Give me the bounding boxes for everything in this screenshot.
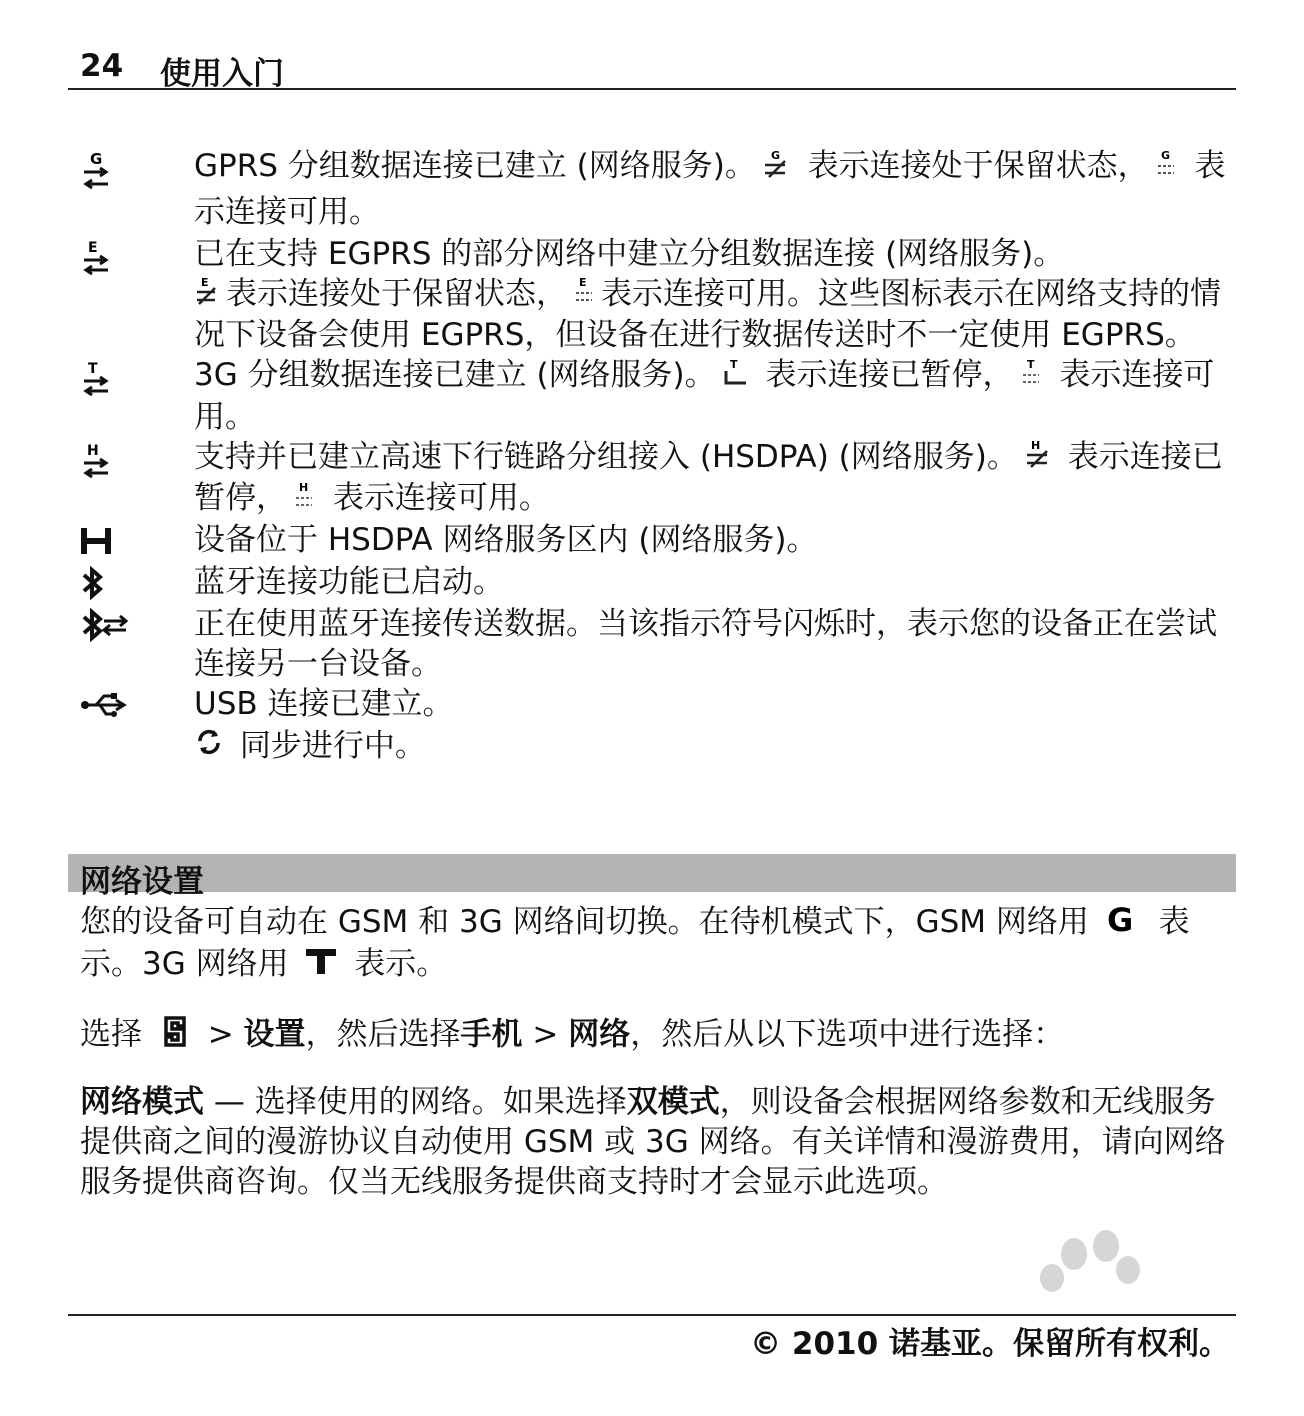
entry-text: GPRS 分组数据连接已建立 (网络服务)。 [194, 148, 756, 184]
svg-text:T: T [1026, 357, 1035, 371]
entry-text-2: 表示连接处于保留状态， [226, 275, 567, 312]
svg-text:H: H [1030, 439, 1041, 452]
paragraph-text: ，然后从以下选项中进行选择： [630, 1016, 1065, 1053]
section-title: 网络设置 [80, 864, 204, 900]
3g-suspended-icon [722, 357, 750, 397]
svg-text:T: T [88, 361, 98, 377]
gprs-hold-icon [762, 146, 792, 190]
hsdpa-available-icon [293, 480, 317, 520]
menu-network: 网络 [568, 1016, 631, 1053]
list-item [80, 437, 1230, 520]
egprs-hold-icon [194, 275, 220, 315]
list-item [80, 520, 1230, 562]
section-header [68, 854, 1236, 900]
list-item [80, 355, 1230, 437]
entry-text: 同步进行中。 [230, 727, 426, 764]
list-item [80, 234, 1230, 356]
option-term: 网络模式 [80, 1084, 204, 1120]
paragraph-text: — 选择使用的网络。如果选择 [204, 1084, 627, 1120]
list-item [80, 562, 1230, 604]
paragraph-text: 表示。 [344, 945, 448, 982]
paragraph-network-mode [80, 1082, 1230, 1202]
paragraph-text: 您的设备可自动在 GSM 和 3G 网络间切换。在待机模式下，GSM 网络用 [80, 904, 1099, 940]
svg-text:E: E [579, 276, 587, 289]
bluetooth-icon [80, 562, 194, 604]
list-item [80, 726, 1230, 768]
svg-text:H: H [87, 442, 99, 459]
entry-text: 3G 分组数据连接已建立 (网络服务)。 [194, 357, 716, 393]
footer-divider [68, 1314, 1236, 1316]
menu-key-icon [158, 1012, 192, 1060]
page-header [68, 46, 1236, 90]
paragraph-select-path [80, 1012, 1230, 1060]
indicator-list [80, 144, 1230, 767]
menu-settings: 设置 [243, 1016, 306, 1053]
entry-text-3: 表示连接可用。 [323, 480, 550, 516]
entry-text: USB 连接已建立。 [194, 685, 454, 722]
entry-text-3: 表示连接可用。 [194, 357, 1215, 435]
hsdpa-suspended-icon [1024, 438, 1052, 478]
svg-text:H: H [299, 480, 309, 494]
svg-text:G: G [90, 150, 103, 168]
svg-text:T: T [729, 357, 738, 371]
paragraph-text: ，则设备会根据网络参数和无线服务提供商之间的漫游协议自动使用 GSM 或 3G 网络。有关详情和漫游费用，请向网络服务提供商咨询。仅当无线服务提供商支持时才会显示此选项。 [80, 1084, 1226, 1200]
chapter-title: 使用入门 [160, 56, 284, 92]
3g-t-icon [304, 945, 338, 985]
paragraph-text: ，然后选择 [305, 1016, 461, 1053]
3g-connection-icon [80, 355, 194, 403]
svg-text:G: G [770, 148, 780, 162]
entry-text-2: 表示连接已暂停， [755, 357, 1014, 393]
list-item [80, 684, 1230, 726]
entry-text: 已在支持 EGPRS 的部分网络中建立分组数据连接 (网络服务)。 [194, 235, 1065, 272]
list-item [80, 604, 1230, 684]
paragraph-text: 选择 [80, 1016, 152, 1053]
gprs-connection-icon [80, 144, 194, 198]
paragraph-text: 表示。3G 网络用 [80, 904, 1190, 982]
gsm-g-icon [1105, 904, 1143, 944]
page-number: 24 [80, 48, 124, 84]
entry-text: 设备位于 HSDPA 网络服务区内 (网络服务)。 [194, 521, 818, 558]
sync-icon [194, 727, 224, 767]
usb-icon [80, 684, 194, 726]
egprs-available-icon [573, 275, 595, 315]
paragraph-network-switch [80, 902, 1230, 985]
hsdpa-connection-icon [80, 437, 194, 485]
paragraph-text: > [522, 1016, 569, 1053]
option-dual-mode: 双模式 [626, 1084, 720, 1120]
entry-text: 蓝牙连接功能已启动。 [194, 563, 504, 600]
entry-text-2: 表示连接处于保留状态， [797, 148, 1149, 184]
paragraph-text: > [197, 1016, 244, 1053]
svg-text:E: E [88, 239, 98, 256]
svg-text:G: G [1106, 903, 1134, 934]
gprs-available-icon [1155, 146, 1179, 190]
hsdpa-area-icon [80, 520, 194, 562]
entry-text-3: 表示连接可用。 [194, 148, 1226, 230]
menu-phone: 手机 [460, 1016, 523, 1053]
entry-text-2: 表示连接已暂停， [194, 438, 1223, 516]
entry-text: 支持并已建立高速下行链路分组接入 (HSDPA) (网络服务)。 [194, 438, 1018, 475]
svg-text:E: E [201, 276, 209, 289]
copyright: © 2010 诺基亚。保留所有权利。 [750, 1326, 1230, 1362]
svg-text:G: G [1160, 148, 1170, 162]
list-item [80, 144, 1230, 234]
3g-available-icon [1020, 357, 1044, 397]
entry-text: 正在使用蓝牙连接传送数据。当该指示符号闪烁时，表示您的设备正在尝试连接另一台设备。 [194, 605, 1217, 682]
bluetooth-transfer-icon [80, 604, 194, 646]
egprs-connection-icon [80, 234, 194, 282]
entry-text-3: 表示连接可用。这些图标表示在网络支持的情况下设备会使用 EGPRS，但设备在进行数据传送时不一定使用 EGPRS。 [194, 275, 1221, 353]
